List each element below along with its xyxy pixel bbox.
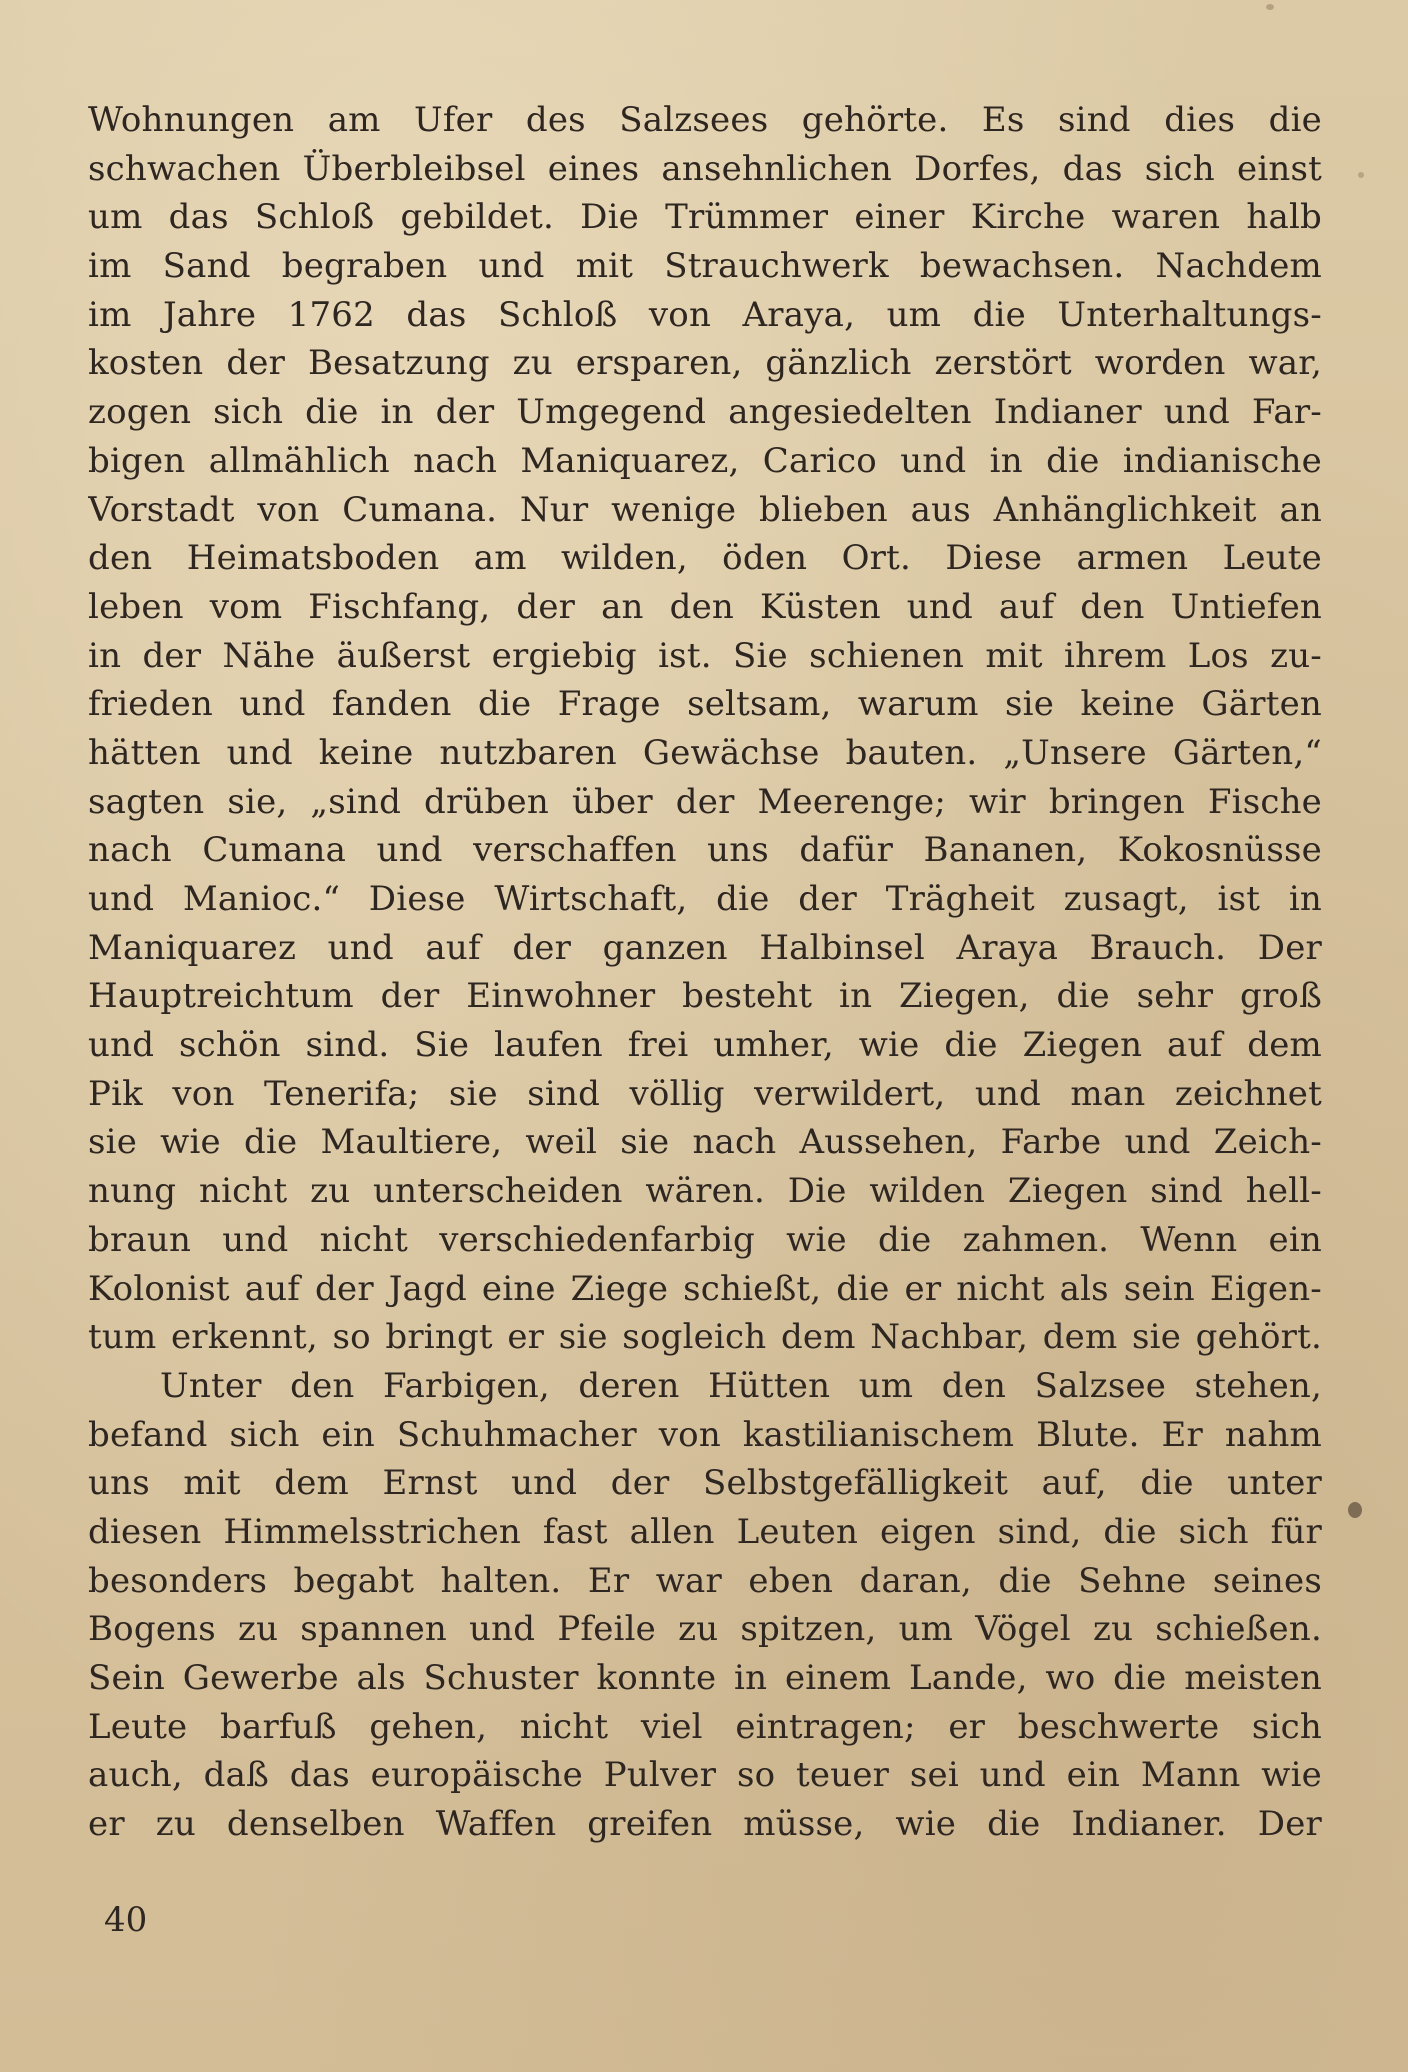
text-line: Wohnungen am Ufer des Salzsees gehörte. Es sind dies die — [88, 100, 1322, 140]
text-line: bigen allmählich nach Maniquarez, Carico und in die indianische — [88, 440, 1322, 481]
text-line: zogen sich die in der Umgegend angesiedelten Indianer und Far- — [88, 392, 1322, 433]
text-line: befand sich ein Schuhmacher von kastilianischem Blute. Er nahm — [88, 1414, 1322, 1455]
text-line: und schön sind. Sie laufen frei umher, wie die Ziegen auf dem — [88, 1025, 1322, 1066]
text-line: Sein Gewerbe als Schuster konnte in einem Lande, wo die meisten — [88, 1658, 1322, 1698]
text-line: schwachen Überbleibsel eines ansehnlichen Dorfes, das sich einst — [88, 148, 1322, 189]
text-line: frieden und fanden die Frage seltsam, warum sie keine Gärten — [88, 684, 1322, 725]
text-line: uns mit dem Ernst und der Selbstgefälligkeit auf, die unter — [88, 1463, 1322, 1504]
text-line: leben vom Fischfang, der an den Küsten und auf den Untiefen — [88, 586, 1322, 627]
text-line: besonders begabt halten. Er war eben daran, die Sehne seines — [88, 1560, 1322, 1601]
paper-speck — [1348, 1502, 1362, 1518]
text-line: Pik von Tenerifa; sie sind völlig verwildert, und man zeichnet — [88, 1073, 1322, 1114]
text-line: um das Schloß gebildet. Die Trümmer einer Kirche waren halb — [88, 197, 1322, 238]
text-line: Maniquarez und auf der ganzen Halbinsel Araya Brauch. Der — [88, 927, 1322, 968]
text-line: kosten der Besatzung zu ersparen, gänzlich zerstört worden war, — [88, 343, 1322, 384]
text-line: im Jahre 1762 das Schloß von Araya, um die Unterhaltungs- — [88, 294, 1322, 335]
text-line: er zu denselben Waffen greifen müsse, wie die Indianer. Der — [88, 1804, 1322, 1845]
text-line: in der Nähe äußerst ergiebig ist. Sie schienen mit ihrem Los zu- — [88, 635, 1322, 676]
text-line: auch, daß das europäische Pulver so teuer sei und ein Mann wie — [88, 1755, 1322, 1796]
text-line: Hauptreichtum der Einwohner besteht in Ziegen, die sehr groß — [88, 976, 1322, 1017]
text-line: sagten sie, „sind drüben über der Meerenge; wir bringen Fische — [88, 781, 1322, 822]
text-line: Leute barfuß gehen, nicht viel eintragen; er beschwerte sich — [88, 1706, 1322, 1747]
text-line: Bogens zu spannen und Pfeile zu spitzen, um Vögel zu schießen. — [88, 1609, 1322, 1650]
text-line: Kolonist auf der Jagd eine Ziege schießt, die er nicht als sein Eigen- — [88, 1268, 1322, 1309]
text-line: im Sand begraben und mit Strauchwerk bewachsen. Nachdem — [88, 246, 1322, 287]
text-line: den Heimatsboden am wilden, öden Ort. Diese armen Leute — [88, 538, 1322, 579]
text-line: diesen Himmelsstrichen fast allen Leuten eigen sind, die sich für — [88, 1511, 1322, 1552]
text-line: Vorstadt von Cumana. Nur wenige blieben aus Anhänglichkeit an — [88, 489, 1322, 530]
text-line: sie wie die Maultiere, weil sie nach Aussehen, Farbe und Zeich- — [88, 1122, 1322, 1163]
text-line: hätten und keine nutzbaren Gewächse bauten. „Unsere Gärten,“ — [88, 732, 1322, 773]
text-line: und Manioc.“ Diese Wirtschaft, die der Trägheit zusagt, ist in — [88, 879, 1322, 919]
text-line: braun und nicht verschiedenfarbig wie die zahmen. Wenn ein — [88, 1219, 1322, 1260]
text-line: nung nicht zu unterscheiden wären. Die wilden Ziegen sind hell- — [88, 1171, 1322, 1212]
text-line: tum erkennt, so bringt er sie sogleich dem Nachbar, dem sie gehört. — [88, 1317, 1322, 1358]
body-text — [88, 96, 1322, 1849]
paper-speck — [1358, 172, 1364, 178]
paper-speck — [1266, 4, 1274, 10]
text-line: Unter den Farbigen, deren Hütten um den Salzsee stehen, — [160, 1365, 1322, 1406]
text-line: nach Cumana und verschaffen uns dafür Bananen, Kokosnüsse — [88, 830, 1322, 871]
page-number: 40 — [104, 1900, 148, 1940]
